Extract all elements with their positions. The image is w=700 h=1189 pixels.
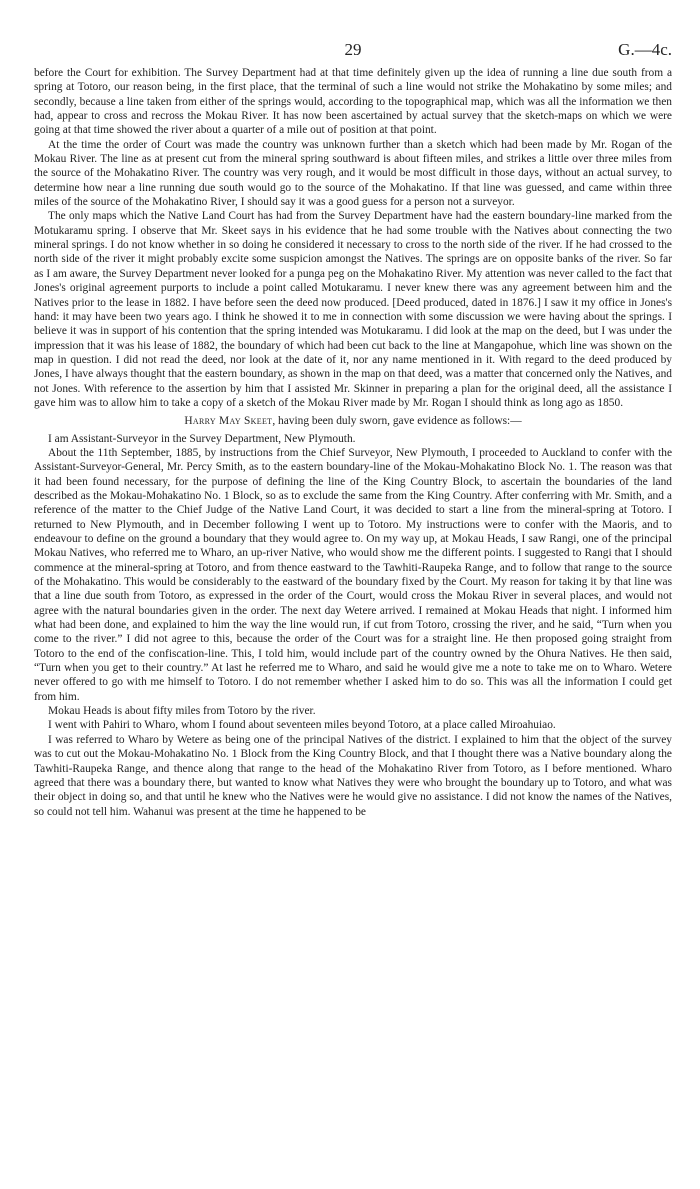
testimony-paragraph: I am Assistant-Surveyor in the Survey Department, New Plymouth. (48, 432, 356, 445)
witness-heading-text: , having been duly sworn, gave evidence as follows:— (272, 415, 522, 428)
testimony-paragraph: I was referred to Wharo by Wetere as being one of the principal Natives of the district. I explained to him that the object of the survey was to cut out the Mokau-Mohakatino No. 1 Block from the King Country Block, and that I thought there was a Native boundary along the Tawhiti-Raupeka Range, and thence along that range to the head of the Mohakatino River from Totoro, as I before mentioned. Wharo agreed that there was a boundary there, but wanted to know what Natives they were who brought the boundary up to Totoro, and what was their object in doing so, and that until he knew who the Natives were he would give no assistance. I did not know the names of the Natives, so could not tell him. Wahanui was present at the time he happened to be (34, 733, 672, 818)
witness-name: Harry May Skeet (184, 415, 273, 428)
page-number: 29 (344, 40, 362, 59)
page-header (34, 40, 672, 66)
testimony-paragraph: About the 11th September, 1885, by instructions from the Chief Surveyor, New Plymouth, I proceeded to Auckland to confer with the Assistant-Surveyor-General, Mr. Percy Smith, as to the eastern boundary-line of the Mokau-Mohakatino Block No. 1. The reason was that it had been found necessary, for the purpose of defining the line of the King Country Block, to ascertain the boundaries of the land described as the Mokau-Mohakatino No. 1 Block, so as to exclude the same from the King Country. After conferring with Mr. Smith, and a reference of the matter to the Chief Judge of the Native Land Court, it was decided to start a line from the mineral-spring at Totoro. I returned to New Plymouth, and in December following I went up to Totoro. My instructions were to confer with the Maoris, and to endeavour to define on the ground a boundary that they would agree to. On my way up, at Mokau Heads, I saw Rangi, one of the principal Mokau Natives, who referred me to Wharo, an up-river Native, who would show me the different points. I suggested to Rangi that I should commence at the mineral-spring at Totoro, and from thence eastward to the Tawhiti-Raupeka Range, and to follow that range to the source of the Mohakatino. This would be considerably to the eastward of the boundary fixed by the Court. My reason for taking it by that line was that a line due south from Totoro, as expressed in the order of the Court, would cross the Mokau River in several places, and would not agree with the natural boundaries given in the order. The next day Wetere arrived. I remained at Mokau Heads that night. I informed him what had been done, and explained to him the way the line would run, if cut from Totoro, crossing the river, and he said, “Turn when you come to the river.” I did not agree to this, because the order of the Court was for a straight line. He then proposed going straight from Totoro to the end of the confiscation-line. This, I told him, would include part of the country owned by the Ohura Natives. He then said, “Turn when you get to their country.” At last he referred me to Wharo, and said he would give me a note to take me on to Wharo. Wetere never offered to go with me himself to Totoro. I do not remember whether I asked him to do so. This was all the information I could get from him. (34, 446, 672, 703)
document-reference: G.—4c. (618, 40, 672, 59)
document-page (34, 40, 672, 819)
document-body (34, 66, 672, 819)
paragraph: At the time the order of Court was made the country was unknown further than a sketch which had been made by Mr. Rogan of the Mokau River. The line as at present cut from the mineral spring southward is about fifteen miles, and strikes a little over three miles from the source of the Mohakatino River. The country was very rough, and it would be most difficult in those days, without an actual survey, to determine how near a line running due south would go to the source of the Mohakatino. If that line was guessed, and came within three miles of the source of the Mohakatino River, I should say it was a good guess for a person not a surveyor. (34, 138, 672, 209)
paragraph: before the Court for exhibition. The Survey Department had at that time definitely given up the idea of running a line due south from a spring at Totoro, our reason being, in the first place, that the terminal of such a line would not strike the Mohakatino by some miles; and secondly, because a line taken from either of the springs would, according to the topographical map, which was all the information we then had, appear to cross and recross the Mokau River. It has now been ascertained by actual survey that the sketch-maps on which we were going at that time showed the river about a quarter of a mile out of position at that point. (34, 67, 672, 137)
testimony-paragraph: I went with Pahiri to Wharo, whom I found about seventeen miles beyond Totoro, at a place called Miroahuiao. (48, 719, 556, 732)
testimony-paragraph: Mokau Heads is about fifty miles from Totoro by the river. (48, 705, 316, 718)
witness-heading (34, 414, 672, 428)
paragraph: The only maps which the Native Land Court has had from the Survey Department have had the eastern boundary-line marked from the Motukaramu spring. I observe that Mr. Skeet says in his evidence that he had some trouble with the Natives about connecting the two mineral springs. I do not know whether in so doing he considered it necessary to cross to the north side of the river. If he had crossed to the north side of the river it might probably excite some suspicion amongst the Natives. The springs are on opposite banks of the river. So far as I am aware, the Survey Department never looked for a punga peg on the Mohakatino River. My attention was never called to the fact that Jones's original agreement purports to include a point called Motukaramu. I never knew there was any agreement between him and the Natives prior to the lease in 1882. I have before seen the deed now produced. [Deed produced, dated in 1876.] I saw it my office in Jones's hand: it may have been two years ago. I think he showed it to me in connection with some discussion we were having about the springs. I believe it was in support of his contention that the spring intended was Motukaramu. I did look at the map on the deed, but I was under the impression that it was his lease of 1882, the boundary of which had been cut back to the line at Mangapohue, which line was shown on the map in question. I did not read the deed, nor look at the date of it, nor any name mentioned in it. With regard to the deed produced by Jones, I have always thought that the eastern boundary, as shown in the map on that deed, was a matter that concerned only the Natives, and not Jones. With reference to the assertion by him that I assisted Mr. Skinner in preparing a plan for the original deed, all the assistance I gave him was to allow him to take a copy of a sketch of the Mokau River made by Mr. Rogan I should think as long ago as 1850. (34, 210, 672, 409)
